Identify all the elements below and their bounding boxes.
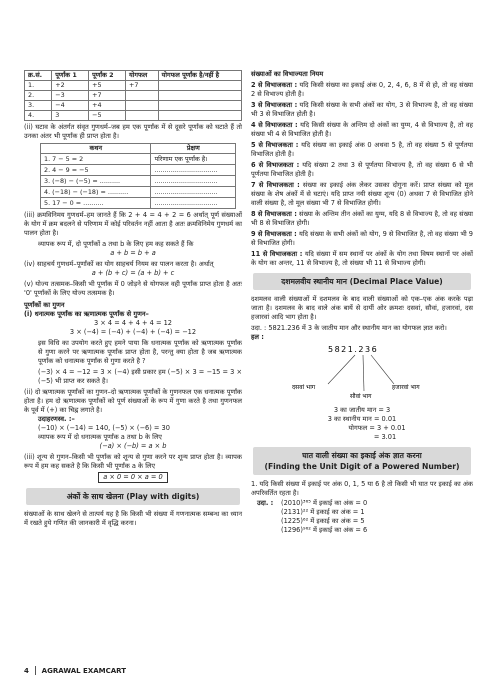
divisibility-title: संख्याओं का विभाज्यता नियम (251, 70, 324, 78)
sum-result-line: = 3.01 (373, 433, 397, 441)
table-row (25, 91, 242, 101)
closure-subtraction-text: (ii) घटाव के अंतर्गत संवृत गुणधर्म–जब हम एक पूर्णांक में से दूसरे पूर्णांक को घटाते हैं तो उनका अंतर भी पूर्णांक ही प्राप्त होता है। (24, 123, 242, 140)
rule-text: यदि संख्या के सभी अंकों को योग, 9 से विभाजित है, तो वह संख्या भी 9 से विभाजित होगी। (251, 230, 473, 247)
table-cell (126, 91, 159, 101)
table-row (41, 176, 236, 187)
thousandth-label: हजारवां भाग (392, 384, 420, 391)
table-header: प्रेक्षण (151, 144, 236, 154)
table-cell: −5 (89, 111, 126, 121)
rule-label: 8 से विभाजकता : (251, 210, 297, 218)
closure-addition-table (24, 70, 242, 121)
unit-example-line: (1225)⁶² में इकाई का अंक = 5 (281, 517, 365, 525)
play-with-digits-heading: अंकों के साथ खेलना (Play with digits) (26, 488, 240, 505)
table-cell: ............................... (151, 187, 236, 198)
divisibility-rule-7 (251, 181, 473, 208)
table-cell: 2. (25, 91, 52, 101)
table-cell: +7 (89, 91, 126, 101)
unit-digit-rule-1: 1. यदि किसी संख्या में इकाई पर अंक 0, 1, 5 या 6 है तो किसी भी घात पर इकाई का अंक अपरिवर्तित रहता है। (251, 480, 473, 497)
table-cell: 3. (25, 101, 52, 111)
left-column (24, 70, 242, 528)
table-row (25, 81, 242, 91)
play-with-digits-text: संख्याओं के साथ खेलने से तात्पर्य यह है कि किसी भी संख्या में गणनात्मक सम्बन्ध का ध्यान में रखते हुये गणित की जानकारी में वृद्धि करना। (24, 510, 242, 527)
divisibility-rule-6 (251, 161, 473, 179)
divisibility-rule-2 (251, 81, 473, 99)
table-row (41, 154, 236, 165)
table-cell: 2. 4 − 9 = −5 (41, 165, 151, 176)
divisibility-rule-8 (251, 210, 473, 228)
rule-text: संख्या का इकाई अंक लेकर उसका दोगुना करें। प्राप्त संख्या को मूल संख्या के शेष अंकों में से घटाएं। यदि प्राप्त नयी संख्या शून्य (0) अथवा 7 से विभाजित होने वाली संख्या है, तो मूल संख्या भी 7 से विभाजित होगी। (251, 181, 473, 207)
place-value-diagram (262, 344, 462, 406)
example-label: उदाहरणस्व. :– (38, 415, 75, 423)
table-cell (158, 81, 241, 91)
rule-label: 6 से विभाजकता : (251, 161, 300, 169)
mult-formula-1: 3 × 4 = 4 + 4 + 4 = 12 (94, 319, 172, 327)
rule-label: 9 से विभाजकता : (251, 230, 297, 238)
table-row (25, 111, 242, 121)
hundredth-label: सौवां भाग (350, 393, 372, 400)
table-cell (158, 101, 241, 111)
table-row (41, 165, 236, 176)
table-cell: 5. 17 − 0 = .......... (41, 198, 151, 209)
table-row (41, 187, 236, 198)
divisibility-rule-11 (251, 250, 473, 268)
solution-label: हल : (251, 333, 264, 341)
table-cell (158, 91, 241, 101)
rule-text: यदि किसी संख्या के अन्तिम दो अंकों का युग्म, 4 से विभाज्य है, तो वह संख्या भी 4 से विभाजित होती है। (251, 121, 473, 138)
mult-example-text: (−3) × 4 = −12 = 3 × (−4) इसी प्रकार हम (−5) × 3 = −15 = 3 × (−5) भी प्राप्त कर सकते है। (38, 368, 242, 385)
rule-label: 3 से विभाजकता : (251, 101, 298, 109)
table-cell: 3 (52, 111, 89, 121)
table-cell: ............................... (151, 165, 236, 176)
table-cell: ............................... (151, 198, 236, 209)
place-value-number: 5821.236 (328, 345, 379, 354)
decimal-place-value-text: दशमलव वाली संख्याओं में दशमलव के बाद वाली संख्याओं को एक–एक अंक करके पढ़ा जाता है। दशमलव के बाद वाले अंक बायें से दायीं ओर क्रमशः दसवां, सौवां, हजारवां, दस हजारवां आदि भाग होता है। (251, 295, 473, 321)
arrow-thousandth (371, 355, 394, 384)
unit-digit-heading-english: (Finding the Unit Digit of a Powered Number) (264, 462, 460, 471)
right-column (251, 70, 473, 535)
commutative-text: (iii) क्रमविनिमय गुणधर्म–हम जानते हैं कि 2 + 4 = 4 + 2 = 6 अर्थात् पूर्ण संख्याओं के योग में क्रम बदलने से परिणाम में कोई परिवर्तन नहीं आता है अतः क्रमविनिमेय गुणधर्म का पालन होता है। (24, 211, 242, 237)
table-cell: −4 (52, 101, 89, 111)
mult-explanation-text: इस विधि का उपयोग करते हुए हमने पाया कि धनात्मक पूर्णांक को ऋणात्मक पूर्णांक से गुणा करने पर ऋणात्मक पूर्णांक प्राप्त होता है, परन्तु क्या होता है जब ऋणात्मक पूर्णांक को धनात्मक पूर्णांक से गुणा करते है ? (38, 339, 242, 365)
decimal-example-question: उदा. : 5821.236 में 3 के जातीय मान और स्थानीय मान का योगफल ज्ञात करो। (251, 324, 447, 332)
commutative-general-text: व्यापक रूप में, दो पूर्णांकों a तथा b के लिए हम कह सकते हैं कि (38, 240, 194, 248)
rule-text: यदि किसी संख्या के सभी अंकों का योग, 3 से विभाज्य है, तो वह संख्या भी 3 से विभाजित होती है। (251, 101, 473, 118)
tenth-label: दसवां भाग (292, 384, 316, 391)
divisibility-rule-5 (251, 141, 473, 159)
table-header-row (41, 144, 236, 154)
subtraction-observation-table (40, 143, 236, 209)
table-header: पूर्णांक 1 (52, 71, 89, 81)
table-header: क्र.सं. (25, 71, 52, 81)
table-cell: 4. (25, 111, 52, 121)
table-cell: 1. (25, 81, 52, 91)
table-cell: 4. (−18) − (−18) = .......... (41, 187, 151, 198)
table-row (41, 198, 236, 209)
commutative-formula: a + b = b + a (110, 249, 156, 257)
arrow-hundredth (363, 355, 364, 391)
table-cell: 1. 7 − 5 = 2 (41, 154, 151, 165)
associative-formula: a + (b + c) = (a + b) + c (91, 269, 175, 277)
table-cell (126, 111, 159, 121)
rule-label: 11 से विभाजकता : (251, 250, 303, 258)
unit-digit-heading (253, 447, 471, 475)
table-cell: +2 (52, 81, 89, 91)
footer-divider (35, 666, 36, 675)
table-header: कथन (41, 144, 151, 154)
rule-label: 7 से विभाजकता : (251, 181, 300, 189)
unit-example-label: उदा. : (257, 499, 274, 507)
divisibility-rule-4 (251, 121, 473, 139)
table-cell (158, 111, 241, 121)
example-line-1: (−10) × (−14) = 140, (−5) × (−6) = 30 (38, 424, 170, 432)
divisibility-rule-3 (251, 101, 473, 119)
unit-example-line: (2010)³⁶⁵ में इकाई का अंक = 0 (281, 499, 368, 507)
table-header-row (25, 71, 242, 81)
unit-example-line: (1296)⁹⁶² में इकाई का अंक = 6 (281, 526, 368, 534)
table-row (25, 101, 242, 111)
example-line-2: व्यापक रूप में दो धनात्मक पूर्णांक a तथा b के लिए (38, 433, 162, 441)
rule-label: 4 से विभाजकता : (251, 121, 298, 129)
brand-name: AGRAWAL EXAMCART (41, 666, 127, 675)
rule-text: संख्या के अन्तिम तीन अंकों का युग्म, यदि 8 से विभाज्य है, तो वह संख्या भी 8 से विभाजित होगी। (251, 210, 473, 227)
table-cell: +5 (89, 81, 126, 91)
unit-digit-heading-hindi: घात वाली संख्या का इकाई अंक ज्ञात करना (302, 451, 422, 460)
place-value-line: 3 का स्थानीय मान = 0.01 (327, 415, 397, 423)
zero-formula-box: a × 0 = 0 × a = 0 (98, 472, 168, 483)
table-cell: +7 (126, 81, 159, 91)
associative-text: (iv) साहचर्य गुणधर्म–पूर्णांकों का योग साहचर्य नियम का पालन करता है। अर्थात् (24, 260, 214, 268)
arrow-tenth (328, 355, 355, 384)
sum-line: योगफल = 3 + 0.01 (348, 424, 406, 432)
table-header: पूर्णांक 2 (89, 71, 126, 81)
table-cell: 3. (−8) − (−5) = .......... (41, 176, 151, 187)
mult-two-negatives-text: (ii) दो ऋणात्मक पूर्णांकों का गुणन–दो ऋणात्मक पूर्णांकों के गुणनफल एक धनात्मक पूर्णांक होता है। हम दो ऋणात्मक पूर्णांकों को पूर्ण संख्याओं के रूप में गुणा करते है तथा गुणनफल के पूर्व में (+) का चिह्न लगाते है। (24, 388, 242, 414)
table-cell: ............................... (151, 176, 236, 187)
mult-positive-negative-text: (i) धनात्मक पूर्णांक का ऋणात्मक पूर्णांक से गुणन– (24, 310, 149, 318)
rule-label: 2 से विभाजकता : (251, 81, 298, 89)
divisibility-rule-9 (251, 230, 473, 248)
face-value-line: 3 का जातीय मान = 3 (333, 406, 391, 414)
unit-example-line: (2131)²² में इकाई का अंक = 1 (281, 508, 365, 516)
page-number: 4 (24, 666, 29, 675)
example-formula: (−a) × (−b) = a × b (99, 442, 167, 450)
page-footer (24, 666, 126, 675)
mult-zero-text: (iii) शून्य से गुणन–किसी भी पूर्णांक को शून्य से गुणा करने पर शून्य प्राप्त होता है। व्यापक रूप में हम कह सकते है कि किसी भी पूर्णांक a के लिए (24, 453, 242, 470)
additive-identity-text: (v) योज्य तत्समक–किसी भी पूर्णांक में 0 जोड़ने से योगफल वही पूर्णांक प्राप्त होता है अतः '0' पूर्णांकों के लिए योज्य तत्समक है। (24, 280, 242, 297)
decimal-place-value-heading: दशमलवीय स्थानीय मान (Decimal Place Value) (253, 273, 471, 290)
table-cell: −3 (52, 91, 89, 101)
mult-formula-2: 3 × (−4) = (−4) + (−4) + (−4) = −12 (69, 328, 197, 336)
rule-label: 5 से विभाजकता : (251, 141, 299, 149)
rule-text: यदि संख्या का इकाई अंक 0 अथवा 5 है, तो वह संख्या 5 से पूर्णतया विभाजित होती है। (251, 141, 473, 158)
table-header: योगफल (126, 71, 159, 81)
table-cell: +4 (89, 101, 126, 111)
rule-text: यदि किसी संख्या का इकाई अंक 0, 2, 4, 6, 8 में से हो, तो वह संख्या 2 से विभाज्य होती है। (251, 81, 473, 98)
table-header: योगफल पूर्णांक है/नहीं है (158, 71, 241, 81)
table-cell (126, 101, 159, 111)
rule-text: यदि संख्या 2 तथा 3 से पूर्णतया विभाज्य है, तो वह संख्या 6 से भी पूर्णतया विभाजित होती है। (251, 161, 473, 178)
table-cell: परिणाम एक पूर्णांक है। (151, 154, 236, 165)
unit-digit-examples (251, 499, 473, 535)
rule-text: यदि संख्या में सम स्थानों पर अंकों के योग तथा विषम स्थानों पर अंकों के योग का अन्तर, 11 से विभाज्य है, तो संख्या भी 11 से विभाज्य होगी। (251, 250, 473, 267)
multiplication-heading: पूर्णांकों का गुणन (24, 301, 65, 309)
